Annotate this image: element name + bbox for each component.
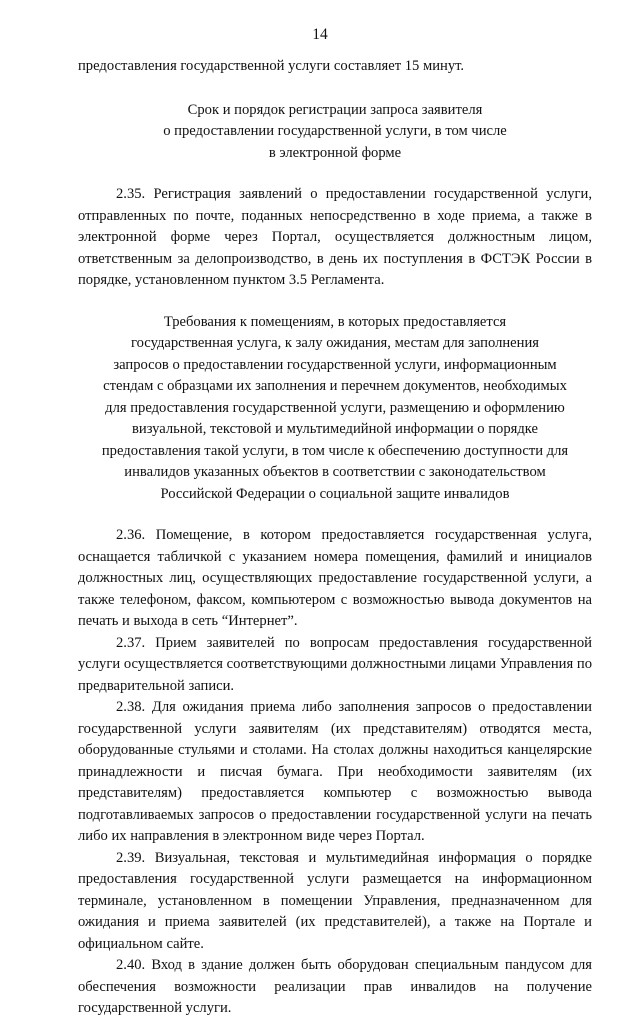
heading-line: предоставления такой услуги, в том числе к обеспечению доступности для — [101, 442, 569, 459]
document-body — [78, 56, 592, 1020]
heading-line: Российской Федерации о социальной защите инвалидов — [160, 485, 510, 502]
heading-line: запросов о предоставлении государственной услуги, информационным — [113, 356, 557, 373]
heading-registration — [78, 100, 592, 165]
heading-premises — [78, 312, 592, 506]
paragraph-2-40: 2.40. Вход в здание должен быть оборудован специальным пандусом для обеспечения возможности реализации прав инвалидов на получение государственной услуги. — [78, 957, 592, 1016]
spacer — [78, 78, 592, 100]
paragraph-2-36: 2.36. Помещение, в котором предоставляется государственная услуга, оснащается табличкой с указанием номера помещения, фамилий и инициалов должностных лиц, осуществляющих предоставление государственной услуги, а также телефоном, факсом, компьютером с возможностью вывода документов на печать и выхода в сеть “Интернет”. — [78, 527, 592, 629]
heading-line: визуальной, текстовой и мультимедийной информации о порядке — [132, 421, 538, 437]
heading-line: для предоставления государственной услуги, размещению и оформлению — [105, 399, 565, 416]
paragraph-2-39: 2.39. Визуальная, текстовая и мультимедийная информация о порядке предоставления государственной услуги размещается на информационном терминале, установленном в помещении Управления, предназначенном для ожидания и приема заявителей (их представителей), а также на Портале и официальном сайте. — [78, 849, 592, 952]
page-number: 14 — [312, 26, 328, 43]
spacer — [78, 292, 592, 312]
heading-line: инвалидов указанных объектов в соответствии с законодательством — [124, 464, 546, 480]
heading-line: государственная услуга, к залу ожидания, местам для заполнения — [131, 335, 539, 351]
spacer — [78, 164, 592, 184]
heading-line: о предоставлении государственной услуги, в том числе — [163, 123, 507, 139]
heading-line: в электронной форме — [268, 144, 402, 161]
heading-line: стендам с образцами их заполнения и перечнем документов, необходимых — [103, 378, 567, 394]
intro-line: предоставления государственной услуги составляет 15 минут. — [78, 58, 465, 74]
heading-line: Срок и порядок регистрации запроса заявителя — [187, 101, 483, 118]
paragraph-2-38: 2.38. Для ожидания приема либо заполнения запросов о предоставлении государственной услуги заявителям (их представителям) отводятся места, оборудованные стульями и столами. На столах должны находиться канцелярские принадлежности и писчая бумага. При необходимости заявителям (их представителям) предоставляется компьютер с возможностью вывода подготавливаемых запросов о предоставлении государственной услуги на печать либо их направления в электронном виде через Портал. — [78, 699, 592, 844]
paragraph-2-35: 2.35. Регистрация заявлений о предоставлении государственной услуги, отправленных по почте, поданных непосредственно в ходе приема, а также в электронной форме через Портал, осуществляется должностным лицом, ответственным за делопроизводство, в день их поступления в ФСТЭК России в порядке, установленном пунктом 3.5 Регламента. — [78, 186, 592, 288]
spacer — [78, 505, 592, 525]
paragraph-2-37: 2.37. Прием заявителей по вопросам предоставления государственной услуги осуществляется соответствующими должностными лицами Управления по предварительной записи. — [78, 634, 592, 694]
heading-line: Требования к помещениям, в которых предоставляется — [163, 313, 507, 330]
